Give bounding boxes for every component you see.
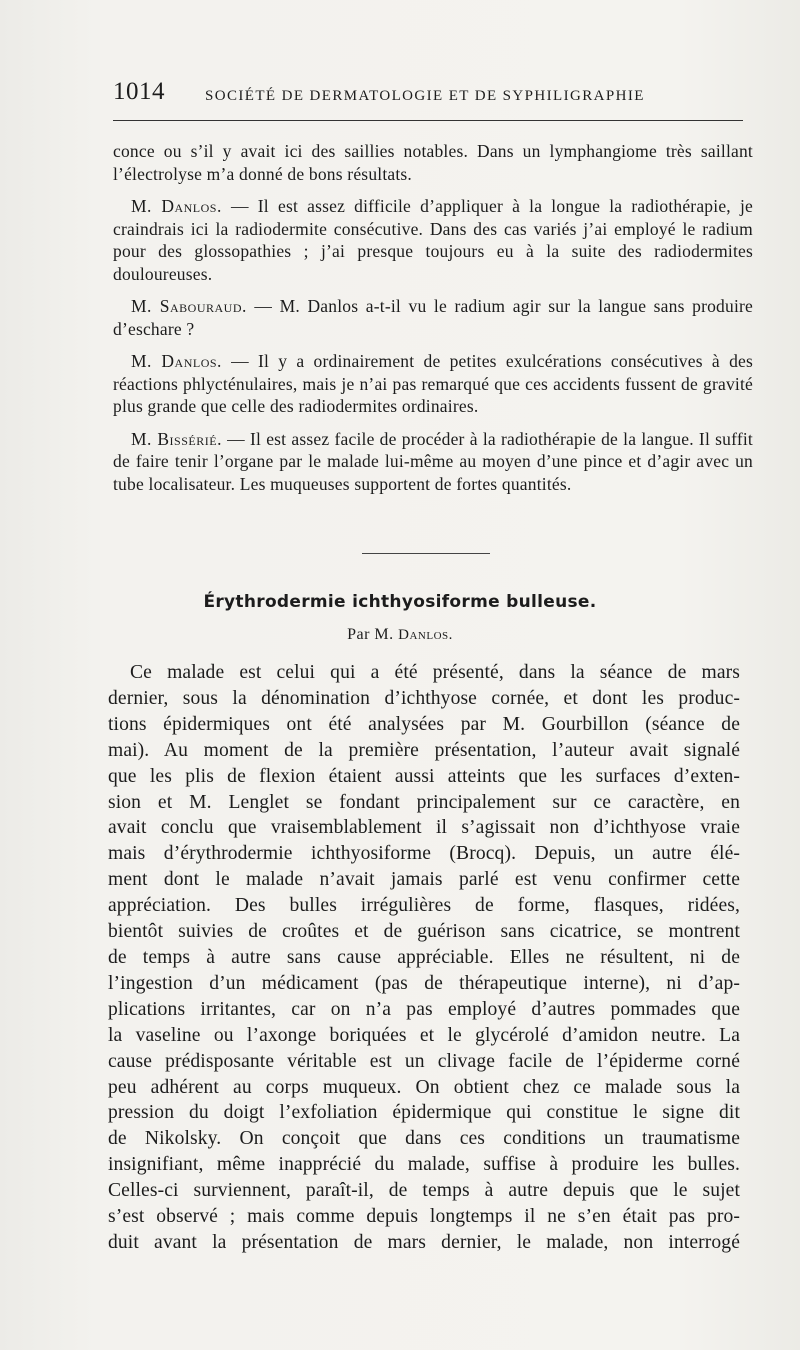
speaker-name: M. Danlos.	[131, 196, 222, 216]
article-line: sion et M. Lenglet se fondant principalement sur ce caractère, en	[108, 791, 740, 813]
discussion-block	[113, 140, 753, 505]
header-rule	[113, 120, 743, 121]
article-line: peu adhérent au corps muqueux. On obtient chez ce malade sous la	[108, 1076, 740, 1098]
article-line: cause prédisposante véritable est un clivage facile de l’épiderme corné	[108, 1050, 740, 1072]
article-line: bientôt suivies de croûtes et de guérison sans cicatrice, se montrent	[108, 921, 740, 943]
discussion-paragraph	[113, 195, 753, 285]
article-line: avait conclu que vraisemblablement il s’agissait non d’ichthyose vraie	[108, 817, 740, 839]
article-line: duit avant la présentation de mars dernier, le malade, non interrogé	[108, 1231, 740, 1253]
article-line: tions épidermiques ont été analysées par M. Gourbillon (séance de	[108, 713, 740, 735]
article-line: dernier, sous la dénomination d’ichthyose cornée, et dont les produc-	[108, 687, 740, 709]
article-line: la vaseline ou l’axonge boriquées et le glycérolé d’amidon neutre. La	[108, 1024, 740, 1046]
article-line: Ce malade est celui qui a été présenté, dans la séance de mars	[130, 662, 740, 683]
article-line: que les plis de flexion étaient aussi atteints que les surfaces d’exten-	[108, 765, 740, 787]
discussion-paragraph	[113, 295, 753, 340]
discussion-text: — Il est assez difficile d’appliquer à la longue la radiothérapie, je craindrais ici la radiodermite consécutive. Dans des cas variés j’ai employé le radium pour des glossopathies ; j’ai presque toujours eu à la suite des radiodermites douloureuses.	[113, 196, 753, 284]
byline-prefix: Par M.	[347, 626, 394, 643]
discussion-paragraph	[113, 428, 753, 496]
page-header	[113, 78, 743, 114]
discussion-text: — Il y a ordinairement de petites exulcérations consécutives à des réactions phlycténulaires, mais je n’ai pas remarqué que ces accidents fussent de gravité plus grande que celle des radiodermites ordinaires.	[113, 351, 753, 416]
article-line: pression du doigt l’exfoliation épidermique qui constitue le signe dit	[108, 1102, 740, 1124]
article-byline	[0, 626, 800, 644]
discussion-paragraph	[113, 350, 753, 418]
article-line: l’ingestion d’un médicament (pas de thérapeutique interne), ni d’ap-	[108, 972, 740, 994]
discussion-text: — M. Danlos a-t-il vu le radium agir sur la langue sans produire d’eschare ?	[113, 296, 754, 339]
byline-author: Danlos.	[398, 627, 453, 643]
running-title: SOCIÉTÉ DE DERMATOLOGIE ET DE SYPHILIGRAPHIE	[205, 88, 645, 104]
article-line: mai). Au moment de la première présentation, l’auteur avait signalé	[108, 739, 740, 761]
article-line: insignifiant, même inapprécié du malade, suffise à produire les bulles.	[108, 1154, 740, 1176]
speaker-name: M. Bissérié.	[131, 428, 222, 449]
article-body	[108, 660, 740, 1256]
discussion-text: conce ou s’il y avait ici des saillies notables. Dans un lymphangiome très saillant l’électrolyse m’a donné de bons résultats.	[113, 141, 753, 184]
speaker-name: M. Sabouraud.	[131, 296, 247, 316]
section-divider	[362, 553, 490, 554]
speaker-name: M. Danlos.	[131, 351, 222, 371]
page-number: 1014	[113, 78, 165, 105]
article-line: de temps à autre sans cause appréciable. Elles ne résultent, ni de	[108, 946, 740, 968]
article-line: s’est observé ; mais comme depuis longtemps il ne s’en était pas pro-	[108, 1206, 740, 1228]
article-line: appréciation. Des bulles irrégulières de forme, flasques, ridées,	[108, 895, 740, 917]
discussion-paragraph	[113, 140, 753, 185]
article-paragraph	[108, 660, 740, 1256]
article-line: mais d’érythrodermie ichthyosiforme (Brocq). Depuis, un autre élé-	[108, 843, 740, 865]
article-line: Celles-ci surviennent, paraît-il, de temps à autre depuis que le sujet	[108, 1180, 740, 1202]
discussion-text: — Il est assez facile de procéder à la radiothérapie de la langue. Il suffit de faire tenir l’organe par le malade lui-même au moyen d’une pince et d’agir avec un tube localisateur. Les muqueuses supportent de fortes quantités.	[113, 428, 753, 494]
article-title: Érythrodermie ichthyosiforme bulleuse.	[203, 592, 597, 612]
article-line: plications irritantes, car on n’a pas employé d’autres pommades que	[108, 998, 740, 1020]
article-line: de Nikolsky. On conçoit que dans ces conditions un traumatisme	[108, 1128, 740, 1150]
article-line: ment dont le malade n’avait jamais parlé est venu confirmer cette	[108, 869, 740, 891]
